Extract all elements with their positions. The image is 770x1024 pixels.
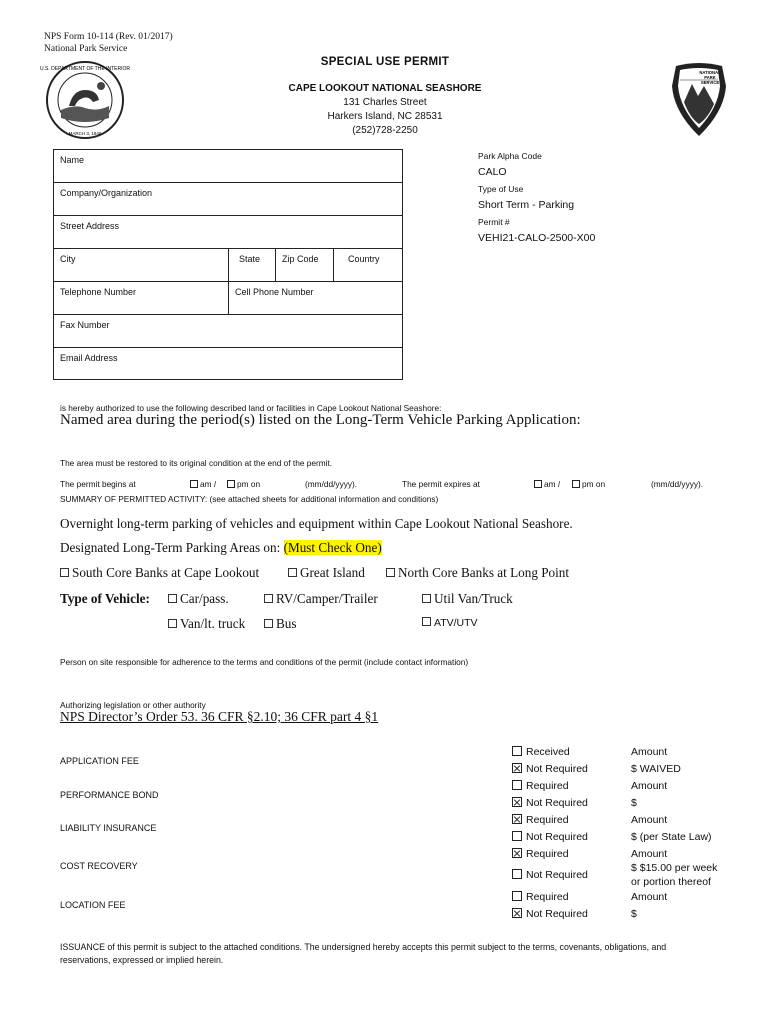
legislation-text: NPS Director’s Order 53. 36 CFR §2.10; 36 CFR part 4 §1: [60, 709, 379, 724]
expire-pm-label: pm on: [582, 479, 606, 489]
area-option-south-core[interactable]: [60, 565, 259, 581]
seal-date: MARCH 3, 1849: [68, 131, 102, 136]
cell-phone-label: Cell Phone Number: [235, 287, 314, 297]
form-number-block: [44, 31, 173, 55]
location-not-required-checkbox[interactable]: [512, 908, 522, 918]
must-check-note: (Must Check One): [283, 540, 382, 555]
issuance-statement: ISSUANCE of this permit is subject to the attached conditions. The undersigned hereby accepts this permit subject to the terms, covenants, obligations, and reservations, expressed or implied herein.: [60, 942, 667, 965]
park-code-value: CALO: [478, 166, 507, 178]
util-van-checkbox[interactable]: [422, 594, 431, 603]
cost-recovery-label: COST RECOVERY: [60, 861, 138, 871]
app-fee-amount-value: $ WAIVED: [631, 763, 681, 775]
vehicle-option-van[interactable]: [168, 616, 245, 632]
country-label: Country: [348, 254, 380, 264]
app-fee-received-checkbox[interactable]: [512, 746, 522, 756]
state-field[interactable]: [229, 249, 276, 281]
cost-amount-value-2: or portion thereof: [631, 876, 711, 888]
park-name: CAPE LOOKOUT NATIONAL SEASHORE: [288, 83, 482, 94]
cell-phone-field[interactable]: [229, 282, 402, 314]
city-label: City: [60, 254, 76, 264]
location-required-option[interactable]: [512, 891, 569, 903]
begin-pm-label: pm on: [237, 479, 261, 489]
logo-text-1: NATIONAL: [699, 70, 721, 75]
begin-am-checkbox[interactable]: [190, 480, 198, 488]
app-fee-received-option[interactable]: [512, 746, 570, 758]
insurance-amount-value: $ (per State Law): [631, 831, 712, 843]
zip-field[interactable]: [276, 249, 334, 281]
van-label: Van/lt. truck: [180, 616, 246, 631]
area-option-north-core[interactable]: [386, 565, 569, 581]
car-label: Car/pass.: [180, 591, 229, 606]
fax-label: Fax Number: [60, 320, 110, 330]
van-checkbox[interactable]: [168, 619, 177, 628]
bond-not-required-checkbox[interactable]: [512, 797, 522, 807]
authorized-area: Named area during the period(s) listed on the Long-Term Vehicle Parking Application:: [60, 412, 581, 428]
insurance-amount-label: Amount: [631, 814, 668, 826]
begin-date-format: (mm/dd/yyyy).: [305, 479, 358, 489]
bus-checkbox[interactable]: [264, 619, 273, 628]
nps-arrowhead-icon: [670, 62, 728, 138]
permit-number-label: Permit #: [478, 217, 510, 227]
page-title: SPECIAL USE PERMIT: [320, 56, 450, 68]
cost-required-checkbox[interactable]: [512, 848, 522, 858]
park-code-label: Park Alpha Code: [478, 151, 542, 161]
performance-bond-label: PERFORMANCE BOND: [60, 790, 159, 800]
north-core-label: North Core Banks at Long Point: [398, 565, 570, 580]
logo-text-3: SERVICE: [700, 80, 720, 85]
name-field[interactable]: [54, 150, 402, 183]
bus-label: Bus: [276, 616, 297, 631]
insurance-required-option[interactable]: [512, 814, 569, 826]
vehicle-option-util-van[interactable]: [422, 591, 513, 607]
permit-expires-label: The permit expires at: [402, 479, 480, 489]
email-label: Email Address: [60, 353, 118, 363]
telephone-field[interactable]: [54, 282, 229, 314]
bond-required-option[interactable]: [512, 780, 569, 792]
logo-text-2: PARK: [704, 75, 716, 80]
cost-not-required-label: Not Required: [526, 869, 588, 881]
expire-pm-checkbox[interactable]: [572, 480, 580, 488]
atv-checkbox[interactable]: [422, 617, 431, 626]
street-label: Street Address: [60, 221, 120, 231]
authorization-intro: is hereby authorized to use the following described land or facilities in Cape Lookout National Seashore:: [60, 403, 442, 413]
application-fee-label: APPLICATION FEE: [60, 756, 139, 766]
cost-amount-label: Amount: [631, 848, 668, 860]
begin-pm-checkbox[interactable]: [227, 480, 235, 488]
legislation-label: Authorizing legislation or other authority: [60, 700, 206, 710]
bond-required-label: Required: [526, 780, 569, 792]
state-label: State: [239, 254, 261, 264]
north-core-checkbox[interactable]: [386, 568, 395, 577]
vehicle-option-rv[interactable]: [264, 591, 378, 607]
app-fee-not-required-label: Not Required: [526, 763, 588, 775]
insurance-required-checkbox[interactable]: [512, 814, 522, 824]
liability-insurance-label: LIABILITY INSURANCE: [60, 823, 157, 833]
agency-name: National Park Service: [44, 44, 128, 54]
vehicle-option-car[interactable]: [168, 591, 229, 607]
restore-notice: The area must be restored to its original condition at the end of the permit.: [60, 458, 333, 468]
bond-not-required-label: Not Required: [526, 797, 588, 809]
type-of-use-value: Short Term - Parking: [478, 199, 575, 211]
great-island-label: Great Island: [300, 565, 365, 580]
parking-areas-label: Designated Long-Term Parking Areas on:: [60, 540, 281, 555]
location-not-required-label: Not Required: [526, 908, 588, 920]
activity-description: Overnight long-term parking of vehicles and equipment within Cape Lookout National Seashore.: [60, 516, 573, 531]
begin-am-label: am /: [200, 479, 217, 489]
area-option-great-island[interactable]: [288, 565, 365, 581]
begin-pm-option[interactable]: [227, 479, 260, 489]
company-field[interactable]: [54, 183, 402, 216]
email-field[interactable]: [54, 348, 402, 379]
app-fee-not-required-checkbox[interactable]: [512, 763, 522, 773]
zip-label: Zip Code: [282, 254, 319, 264]
cost-not-required-checkbox[interactable]: [512, 869, 522, 879]
cost-required-label: Required: [526, 848, 569, 860]
insurance-not-required-label: Not Required: [526, 831, 588, 843]
permit-begins-label: The permit begins at: [60, 479, 136, 489]
city-row: [54, 249, 402, 282]
name-label: Name: [60, 155, 85, 165]
country-field[interactable]: [334, 249, 402, 281]
telephone-label: Telephone Number: [60, 287, 137, 297]
insurance-not-required-checkbox[interactable]: [512, 831, 522, 841]
seal-text: U.S. DEPARTMENT OF THE INTERIOR: [40, 66, 130, 72]
atv-label: ATV/UTV: [434, 617, 478, 629]
location-fee-label: LOCATION FEE: [60, 900, 126, 910]
phone-row: [54, 282, 402, 315]
expire-am-label: am /: [544, 479, 561, 489]
insurance-required-label: Required: [526, 814, 569, 826]
south-core-label: South Core Banks at Cape Lookout: [72, 565, 260, 580]
parking-areas-line: [60, 540, 382, 556]
expire-am-option[interactable]: [534, 479, 560, 489]
vehicle-type-label: Type of Vehicle:: [60, 591, 150, 606]
rv-label: RV/Camper/Trailer: [276, 591, 378, 606]
bond-amount-label: Amount: [631, 780, 668, 792]
rv-checkbox[interactable]: [264, 594, 273, 603]
bond-required-checkbox[interactable]: [512, 780, 522, 790]
car-checkbox[interactable]: [168, 594, 177, 603]
legislation-value: [60, 709, 378, 725]
location-amount-value: $: [631, 908, 637, 920]
app-fee-not-required-option[interactable]: [512, 763, 588, 775]
applicant-info-box: [53, 149, 403, 380]
vehicle-option-bus[interactable]: [264, 616, 297, 632]
util-van-label: Util Van/Truck: [434, 591, 513, 606]
park-city: Harkers Island, NC 28531: [327, 111, 443, 122]
fax-field[interactable]: [54, 315, 402, 348]
bond-amount-value: $: [631, 797, 637, 809]
park-street: 131 Charles Street: [343, 97, 427, 108]
begin-am-option[interactable]: [190, 479, 216, 489]
location-amount-label: Amount: [631, 891, 668, 903]
cost-required-option[interactable]: [512, 848, 569, 860]
summary-label: SUMMARY OF PERMITTED ACTIVITY: (see attached sheets for additional information and conditions): [60, 494, 439, 504]
street-field[interactable]: [54, 216, 402, 249]
vehicle-option-atv[interactable]: [422, 617, 478, 629]
south-core-checkbox[interactable]: [60, 568, 69, 577]
form-number: NPS Form 10-114 (Rev. 01/2017): [44, 32, 173, 42]
expire-am-checkbox[interactable]: [534, 480, 542, 488]
park-address-block: [0, 82, 770, 138]
cost-not-required-option[interactable]: [512, 869, 588, 881]
expire-pm-option[interactable]: [572, 479, 605, 489]
park-phone: (252)728-2250: [352, 125, 418, 136]
cost-amount-value: $ $15.00 per week: [631, 862, 718, 874]
expire-date-format: (mm/dd/yyyy).: [651, 479, 704, 489]
location-required-label: Required: [526, 891, 569, 903]
bond-not-required-option[interactable]: [512, 797, 588, 809]
location-required-checkbox[interactable]: [512, 891, 522, 901]
location-not-required-option[interactable]: [512, 908, 588, 920]
city-field[interactable]: [54, 249, 229, 281]
type-of-use-label: Type of Use: [478, 184, 524, 194]
great-island-checkbox[interactable]: [288, 568, 297, 577]
company-label: Company/Organization: [60, 188, 153, 198]
app-fee-amount-label: Amount: [631, 746, 668, 758]
app-fee-received-label: Received: [526, 746, 570, 758]
responsible-person-label: Person on site responsible for adherence to the terms and conditions of the permit (include contact information): [60, 657, 469, 667]
permit-number-value: VEHI21-CALO-2500-X00: [478, 232, 596, 244]
insurance-not-required-option[interactable]: [512, 831, 588, 843]
